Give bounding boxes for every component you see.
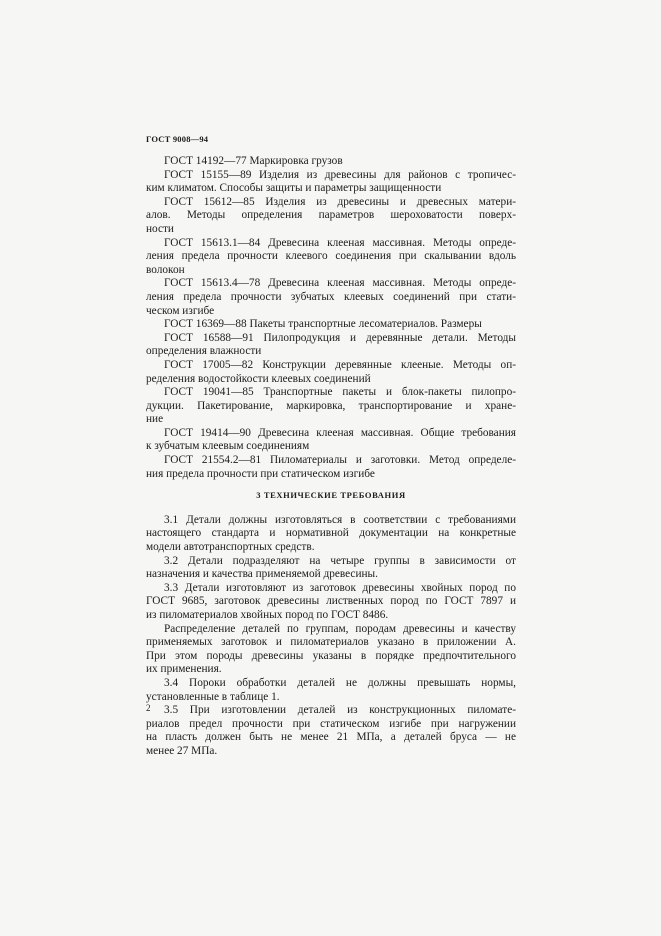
- text-line: их применения.: [146, 663, 222, 676]
- reference-entry: [146, 237, 516, 278]
- reference-entry: [146, 332, 516, 359]
- text-line: ГОСТ 15612—85 Изделия из древесины и древесных матери-: [164, 195, 516, 208]
- text-line: ГОСТ 19041—85 Транспортные пакеты и блок-пакеты пилопро-: [164, 386, 516, 399]
- text-line: ния предела прочности при статическом изгибе: [146, 467, 375, 480]
- text-line: назначения и качества применяемой древесины.: [146, 568, 378, 581]
- normative-references-list: [146, 155, 516, 481]
- document-body: [146, 155, 516, 759]
- text-line: При этом породы древесины указаны в порядке предпочтительного: [146, 649, 516, 662]
- text-line: ления предела прочности клеевого соединения при скалывании вдоль: [146, 250, 516, 263]
- requirement-paragraph: [146, 677, 516, 704]
- text-line: на пласть должен быть не менее 21 МПа, а деталей бруса — не: [146, 731, 516, 744]
- text-line: из пиломатериалов хвойных пород по ГОСТ 8486.: [146, 609, 389, 621]
- text-line: ности: [146, 222, 174, 235]
- reference-entry: [146, 454, 516, 481]
- reference-entry: [146, 277, 516, 318]
- requirement-paragraph: [146, 555, 516, 582]
- text-line: ГОСТ 15613.4—78 Древесина клееная массивная. Методы опреде-: [164, 277, 516, 290]
- text-line: модели автотранспортных средств.: [146, 541, 315, 554]
- text-line: 3.2 Детали подразделяют на четыре группы в зависимости от: [164, 554, 516, 567]
- text-line: ГОСТ 14192—77 Маркировка грузов: [164, 155, 343, 167]
- text-line: установленные в таблице 1.: [146, 690, 280, 703]
- text-line: настоящего стандарта и нормативной документации на конкретные: [146, 527, 516, 540]
- requirement-paragraph: [146, 582, 516, 623]
- text-line: к зубчатым клеевым соединениям: [146, 440, 310, 453]
- text-line: 3.1 Детали должны изготовляться в соответствии с требованиями: [164, 513, 516, 526]
- section-title: 3 ТЕХНИЧЕСКИЕ ТРЕБОВАНИЯ: [256, 490, 406, 501]
- text-line: ние: [146, 413, 164, 426]
- reference-entry: [146, 386, 516, 427]
- text-line: менее 27 МПа.: [146, 744, 218, 757]
- requirements-paragraphs: [146, 514, 516, 759]
- text-line: ГОСТ 16369—88 Пакеты транспортные лесоматериалов. Размеры: [164, 318, 482, 331]
- text-line: 3.3 Детали изготовляют из заготовок древесины хвойных пород по: [164, 581, 516, 594]
- requirement-paragraph: [146, 704, 516, 758]
- text-line: риалов предел прочности при статическом изгибе при нагружении: [146, 717, 516, 730]
- text-line: ГОСТ 15613.1—84 Древесина клееная массивная. Методы опреде-: [164, 236, 516, 249]
- text-line: 3.5 При изготовлении деталей из конструкционных пиломате-: [164, 704, 516, 717]
- text-line: ределения водостойкости клеевых соединений: [146, 372, 371, 385]
- text-line: ГОСТ 19414—90 Древесина клееная массивная. Общие требования: [164, 426, 516, 439]
- reference-entry: [146, 196, 516, 237]
- text-line: ГОСТ 17005—82 Конструкции деревянные клееные. Методы оп-: [164, 358, 516, 371]
- text-line: ческом изгибе: [146, 304, 215, 317]
- text-line: алов. Методы определения параметров шероховатости поверх-: [146, 209, 516, 222]
- text-line: ления предела прочности зубчатых клеевых соединений при стати-: [146, 290, 516, 303]
- text-line: волокон: [146, 263, 185, 276]
- document-header-code: ГОСТ 9008—94: [146, 134, 209, 144]
- reference-entry: [146, 359, 516, 386]
- text-line: ГОСТ 15155—89 Изделия из древесины для районов с тропичес-: [164, 168, 516, 181]
- text-line: Распределение деталей по группам, породам древесины и качеству: [164, 622, 516, 635]
- reference-entry: [146, 155, 516, 169]
- text-line: дукции. Пакетирование, маркировка, транспортирование и хране-: [146, 399, 516, 412]
- page-number: 2: [146, 703, 151, 713]
- requirement-paragraph: [146, 514, 516, 555]
- text-line: применяемых заготовок и пиломатериалов указано в приложении А.: [146, 636, 516, 649]
- text-line: ГОСТ 9685, заготовок древесины лиственных пород по ГОСТ 7897 и: [146, 595, 516, 608]
- requirement-paragraph: [146, 623, 516, 677]
- text-line: определения влажности: [146, 345, 262, 358]
- text-line: ким климатом. Способы защиты и параметры защищенности: [146, 182, 442, 195]
- reference-entry: [146, 318, 516, 332]
- reference-entry: [146, 169, 516, 196]
- text-line: ГОСТ 21554.2—81 Пиломатериалы и заготовки. Метод определе-: [164, 454, 516, 467]
- text-line: ГОСТ 16588—91 Пилопродукция и деревянные детали. Методы: [164, 331, 516, 344]
- reference-entry: [146, 427, 516, 454]
- text-line: 3.4 Пороки обработки деталей не должны превышать нормы,: [164, 676, 516, 689]
